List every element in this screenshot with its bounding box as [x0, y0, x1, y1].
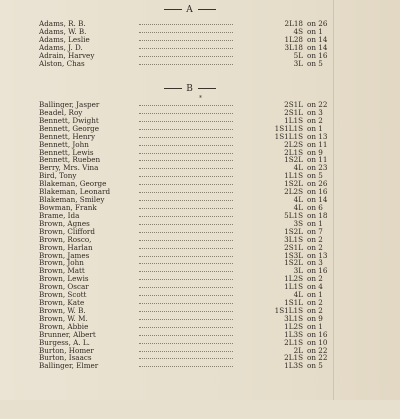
leader-dots: [139, 263, 233, 264]
entry-page: on 16: [307, 329, 328, 339]
entry-page: on 18: [307, 210, 328, 220]
entry-name: Brown, Oscar: [39, 282, 89, 292]
leader-dots: [139, 40, 233, 41]
leader-dots: [139, 256, 233, 257]
entry-page: on 1: [307, 26, 323, 36]
entry-name: Ballinger, Jasper: [39, 100, 100, 109]
entry-location: 2L2S: [284, 139, 303, 149]
leader-dots: [139, 48, 233, 49]
leader-dots: [139, 271, 233, 272]
entry-name: Ballinger, Elmer: [39, 361, 99, 371]
leader-dots: [139, 137, 233, 138]
entry-name: Bird, Tony: [39, 171, 77, 181]
entry-location: 1S1L1S: [274, 305, 303, 315]
entry-name: Brame, Ida: [39, 210, 80, 220]
entry-location: 2L1S: [284, 147, 303, 157]
entry-page: on 2: [307, 234, 323, 244]
entry-name: Blakeman, Smiley: [39, 195, 105, 204]
entry-page: on 1: [307, 218, 323, 228]
leader-dots: [139, 216, 233, 217]
entry-name: Bennett, Dwight: [39, 115, 99, 125]
leader-dots: [139, 358, 233, 359]
leader-dots: [139, 208, 233, 209]
entry-name: Brown, W. B.: [39, 305, 86, 315]
leader-dots: [139, 56, 233, 57]
entry-location: 2L1S: [284, 353, 303, 363]
entry-page: on 1: [307, 123, 323, 133]
entry-location: 2S1L: [284, 100, 303, 109]
leader-dots: [139, 168, 233, 169]
leader-dots: [139, 184, 233, 185]
entry-location: 1L1S: [284, 282, 303, 292]
entry-name: Brown, W. M.: [39, 313, 88, 323]
entry-page: on 9: [307, 313, 323, 323]
entry-location: 3L: [293, 266, 303, 276]
entry-page: on 14: [307, 34, 328, 44]
section-a-heading: A: [150, 5, 230, 15]
entry-location: 1L3S: [284, 329, 303, 339]
entry-location: 1L1S: [284, 171, 303, 181]
entry-name: Brown, Lewis: [39, 274, 89, 284]
entry-page: on 26: [307, 19, 328, 28]
entry-name: Adrain, Harvey: [39, 50, 95, 60]
entry-page: on 5: [307, 171, 323, 181]
leader-dots: [139, 351, 233, 352]
entry-name: Blakeman, Leonard: [39, 187, 111, 197]
entry-name: Brown, Harlan: [39, 242, 93, 252]
leader-dots: [139, 327, 233, 328]
entry-name: Adams, Leslie: [39, 34, 90, 44]
entry-name: Brown, John: [39, 258, 84, 268]
entry-location: 1S1L1S: [274, 123, 303, 133]
leader-dots: [139, 176, 233, 177]
entry-location: 1L2S: [284, 274, 303, 284]
entry-name: Brown, Rosco,: [39, 234, 92, 244]
leader-dots: [139, 335, 233, 336]
leader-dots: [139, 200, 233, 201]
entry-page: on 11: [307, 155, 328, 165]
entry-name: Berry, Mrs. Vina: [39, 163, 99, 173]
leader-dots: [139, 232, 233, 233]
entry-location: 4S: [293, 26, 303, 36]
leader-dots: [139, 192, 233, 193]
leader-dots: [139, 248, 233, 249]
section-b-heading: B: [150, 84, 230, 94]
leader-dots: [139, 121, 233, 122]
entry-location: 1S2L: [284, 155, 303, 165]
entry-page: on 13: [307, 131, 328, 141]
entry-name: Adams, J. D.: [39, 42, 83, 52]
entry-page: on 6: [307, 203, 323, 212]
entry-name: Burgess, A. L.: [39, 337, 90, 347]
entry-name: Brown, Matt: [39, 266, 85, 276]
entry-location: 1S2L: [284, 226, 303, 236]
entry-page: on 2: [307, 274, 323, 284]
entry-page: on 2: [307, 242, 323, 252]
entry-location: 3L18: [284, 42, 303, 52]
entry-page: on 2: [307, 305, 323, 315]
entry-page: on 9: [307, 147, 323, 157]
leader-dots: [139, 105, 233, 106]
directory-entry: [39, 362, 331, 370]
entry-page: on 23: [307, 163, 328, 173]
entry-location: 1S3L: [284, 250, 303, 260]
entry-location: 1S1L: [284, 298, 303, 307]
entry-name: Brown, Kate: [39, 298, 85, 307]
leader-dots: [139, 224, 233, 225]
entry-location: 5L: [293, 50, 303, 60]
entry-page: on 14: [307, 42, 328, 52]
entry-page: on 22: [307, 353, 328, 363]
directory-entry: [39, 60, 331, 68]
entry-page: on 2: [307, 298, 323, 307]
entry-name: Bennett, John: [39, 139, 89, 149]
entry-name: Bennett, Rueben: [39, 155, 101, 165]
leader-dots: [139, 129, 233, 130]
entry-name: Adams, W. B.: [39, 26, 87, 36]
entry-page: on 22: [307, 345, 328, 355]
leader-dots: [139, 240, 233, 241]
entry-name: Bennett, George: [39, 123, 100, 133]
entry-name: Adams, R. B.: [39, 19, 86, 28]
entry-name: Brown, Abbie: [39, 321, 89, 331]
entry-location: 2S1L: [284, 242, 303, 252]
entry-name: Bennett, Henry: [39, 131, 96, 141]
entry-name: Brown, James: [39, 250, 90, 260]
entry-location: 4L: [293, 290, 303, 300]
entry-location: 4L: [293, 203, 303, 212]
entry-page: on 7: [307, 226, 323, 236]
entry-name: Brown, Agnes: [39, 218, 90, 228]
entry-location: 4L: [293, 163, 303, 173]
entry-page: on 16: [307, 266, 328, 276]
entry-page: on 2: [307, 115, 323, 125]
advertisement-band: [334, 0, 400, 400]
entry-page: on 11: [307, 139, 328, 149]
entry-page: on 5: [307, 58, 323, 68]
entry-location: 1S2L: [284, 258, 303, 268]
entry-name: Alston, Chas: [39, 58, 85, 68]
leader-dots: [139, 287, 233, 288]
entry-location: 1L2S: [284, 321, 303, 331]
entry-location: 3L1S: [284, 234, 303, 244]
entry-location: 1L1S: [284, 115, 303, 125]
entry-location: 2L18: [284, 19, 303, 28]
leader-dots: [139, 160, 233, 161]
entry-location: 1L3S: [284, 361, 303, 371]
leader-dots: [139, 64, 233, 65]
entry-name: Brunner, Albert: [39, 329, 96, 339]
entry-page: on 16: [307, 187, 328, 197]
entry-page: on 22: [307, 100, 328, 109]
entry-location: 2L2S: [284, 187, 303, 197]
entry-location: 5L1S: [284, 210, 303, 220]
leader-dots: [139, 303, 233, 304]
leader-dots: [139, 319, 233, 320]
entry-page: on 4: [307, 282, 323, 292]
entry-location: 2L1S: [284, 337, 303, 347]
entry-name: Blakeman, George: [39, 179, 107, 189]
entry-location: 1S2L: [284, 179, 303, 189]
leader-dots: [139, 113, 233, 114]
leader-dots: [139, 311, 233, 312]
entry-location: 3L: [293, 58, 303, 68]
entry-page: on 13: [307, 250, 328, 260]
leader-dots: [139, 295, 233, 296]
entry-location: 4L: [293, 195, 303, 204]
entry-name: Burton, Homer: [39, 345, 94, 355]
entry-page: on 1: [307, 321, 323, 331]
leader-dots: [139, 153, 233, 154]
leader-dots: [139, 24, 233, 25]
entry-location: 1L28: [284, 34, 303, 44]
entry-location: 3S: [293, 218, 303, 228]
leader-dots: [139, 366, 233, 367]
entry-page: on 10: [307, 337, 328, 347]
entry-location: 1S1L1S: [274, 131, 303, 141]
entry-name: Burton, Isaacs: [39, 353, 92, 363]
entry-location: 2S1L: [284, 107, 303, 117]
printer-mark: *: [199, 95, 202, 102]
entry-page: on 5: [307, 361, 323, 371]
entry-name: Bennett, Lewis: [39, 147, 94, 157]
leader-dots: [139, 145, 233, 146]
leader-dots: [139, 279, 233, 280]
leader-dots: [139, 32, 233, 33]
entry-page: on 3: [307, 107, 323, 117]
entry-page: on 16: [307, 50, 328, 60]
entry-name: Beadel, Roy: [39, 107, 83, 117]
entry-page: on 1: [307, 290, 323, 300]
leader-dots: [139, 343, 233, 344]
entry-name: Bowman, Frank: [39, 203, 97, 212]
entry-name: Brown, Scott: [39, 290, 87, 300]
entry-page: on 14: [307, 195, 328, 204]
entry-location: 3L1S: [284, 313, 303, 323]
entry-name: Brown, Clifford: [39, 226, 95, 236]
entry-location: 2L: [293, 345, 303, 355]
entry-page: on 3: [307, 258, 323, 268]
entry-page: on 26: [307, 179, 328, 189]
